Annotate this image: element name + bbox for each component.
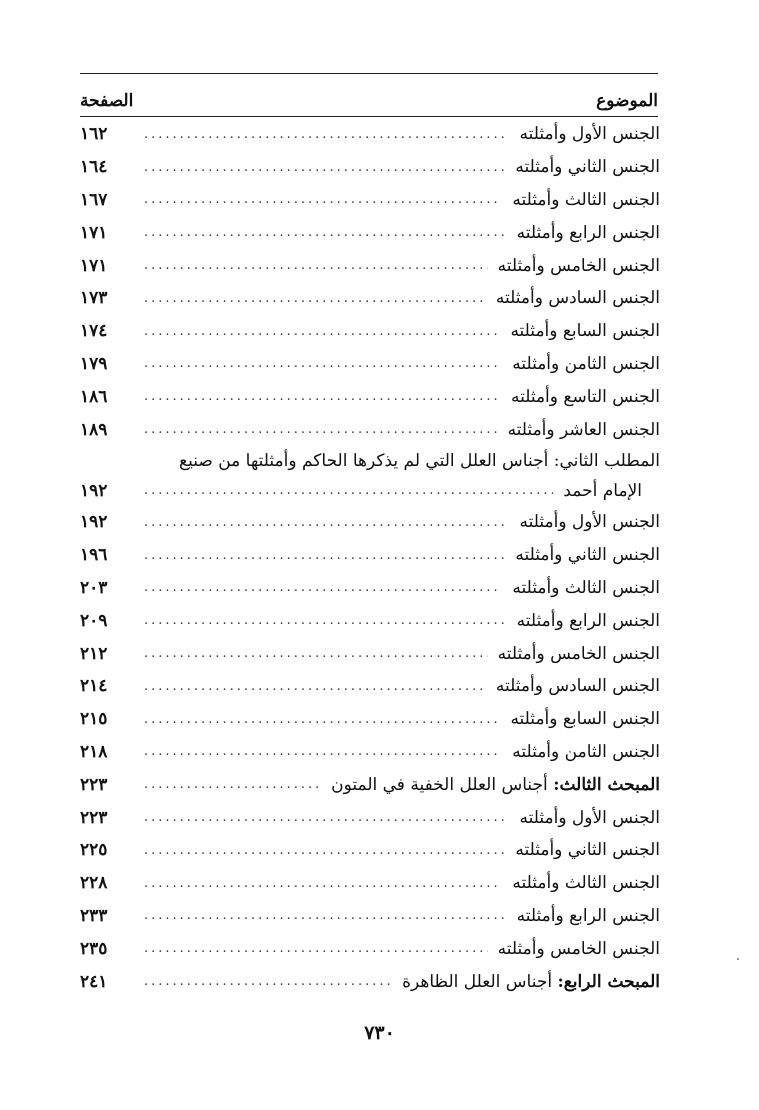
section-page: ٢٢٣ [80,774,108,795]
entry-page: ٢١٨ [80,741,108,762]
entry-title: الجنس الأول وأمثلته [519,807,660,828]
entry-page: ٢٣٥ [80,938,108,959]
dot-leader [144,225,507,240]
top-rule [80,73,658,74]
entry-page: ٢٣٣ [80,905,108,926]
entry-page: ١٧١ [80,222,108,243]
dot-leader [144,291,486,306]
section-title-part2: الإمام أحمد [563,480,642,501]
toc-entry [80,572,660,605]
toc-entry [80,604,660,637]
entry-title: الجنس العاشر وأمثلته [507,419,660,440]
dot-leader [144,777,321,792]
section-heading [80,965,660,998]
entry-page: ٢٠٩ [80,610,108,631]
entry-page: ٢٠٣ [80,577,108,598]
dot-leader [144,127,509,142]
toc-header [80,82,658,110]
dot-leader [144,160,505,175]
entry-page: ٢٢٨ [80,873,108,894]
entry-page: ١٦٤ [80,157,108,178]
dot-leader [144,613,507,628]
entry-title: الجنس الثاني وأمثلته [515,545,660,566]
dot-leader [144,192,502,207]
toc-entry [80,249,660,282]
section-title: أجناس العلل الخفية في المتون [331,774,548,795]
toc-entry [80,413,660,446]
entry-title: الجنس الرابع وأمثلته [516,222,660,243]
section-heading [80,768,660,801]
entry-page: ١٦٢ [80,124,108,145]
dot-leader [144,483,553,498]
entry-title: الجنس الثاني وأمثلته [515,840,660,861]
entry-title: الجنس السابع وأمثلته [510,321,660,342]
toc-entry [80,736,660,769]
section-title: أجناس العلل الظاهرة [402,971,553,992]
entry-page: ١٦٧ [80,189,108,210]
topic-column-label: الموضوع [596,91,658,111]
entry-title: الجنس السادس وأمثلته [495,676,660,697]
toc-entry [80,315,660,348]
toc-entry [80,932,660,965]
dot-leader [144,843,505,858]
entry-title: الجنس الثامن وأمثلته [512,741,660,762]
entry-title: الجنس الثاني وأمثلته [515,157,660,178]
entry-title: الجنس الثالث وأمثلته [512,189,660,210]
section-title-part1: المطلب الثاني: أجناس العلل التي لم يذكرها الحاكم وأمثلتها من صنيع [179,450,660,471]
header-rule [80,116,658,117]
entry-page: ٢٢٥ [80,840,108,861]
toc-entry [80,900,660,933]
entry-title: الجنس الثالث وأمثلته [512,577,660,598]
section-label: المبحث الرابع: [557,971,660,992]
dot-leader [144,422,498,437]
dot-leader [144,515,509,530]
entry-page: ١٩٢ [80,512,108,533]
entry-title: الجنس الخامس وأمثلته [497,255,660,276]
toc-entry [80,506,660,539]
entry-page: ٢١٥ [80,709,108,730]
entry-page: ١٨٩ [80,419,108,440]
entry-title: الجنس الثالث وأمثلته [512,873,660,894]
toc-entry [80,703,660,736]
dot-leader [144,876,502,891]
dot-leader [144,941,488,956]
dot-leader [144,974,392,989]
margin-mark [737,958,739,960]
dot-leader [144,679,486,694]
section-heading-line2 [80,476,660,506]
dot-leader [144,810,509,825]
dot-leader [144,389,501,404]
toc-entry [80,867,660,900]
dot-leader [144,712,500,727]
dot-leader [144,646,488,661]
toc-list [80,118,660,998]
toc-entry [80,670,660,703]
toc-entry [80,216,660,249]
toc-entry [80,151,660,184]
toc-entry [80,184,660,217]
toc-entry [80,834,660,867]
entry-title: الجنس الأول وأمثلته [519,512,660,533]
entry-title: الجنس التاسع وأمثلته [510,386,660,407]
toc-entry [80,380,660,413]
toc-entry [80,637,660,670]
toc-entry [80,282,660,315]
dot-leader [144,580,502,595]
entry-title: الجنس الرابع وأمثلته [516,610,660,631]
entry-title: الجنس الخامس وأمثلته [497,938,660,959]
entry-title: الجنس الرابع وأمثلته [516,905,660,926]
toc-entry [80,539,660,572]
section-heading-line1 [80,446,660,476]
entry-title: الجنس الثامن وأمثلته [512,353,660,374]
toc-entry [80,348,660,381]
entry-page: ١٧٣ [80,288,108,309]
entry-page: ٢٢٣ [80,807,108,828]
entry-title: الجنس الخامس وأمثلته [497,643,660,664]
dot-leader [144,744,502,759]
entry-page: ١٧١ [80,255,108,276]
dot-leader [144,324,500,339]
dot-leader [144,548,505,563]
toc-entry [80,801,660,834]
entry-page: ١٧٤ [80,321,108,342]
entry-page: ١٩٦ [80,545,108,566]
dot-leader [144,908,507,923]
page-number: ٧٣٠ [364,1022,395,1044]
entry-page: ٢١٤ [80,676,108,697]
page-column-label: الصفحة [80,91,134,111]
dot-leader [144,258,488,273]
section-page: ٢٤١ [80,971,108,992]
section-label: المبحث الثالث: [553,774,660,795]
entry-title: الجنس السادس وأمثلته [495,288,660,309]
entry-page: ١٨٦ [80,386,108,407]
toc-entry [80,118,660,151]
section-page: ١٩٢ [80,480,108,501]
entry-title: الجنس الأول وأمثلته [519,124,660,145]
entry-title: الجنس السابع وأمثلته [510,709,660,730]
entry-page: ١٧٩ [80,353,108,374]
dot-leader [144,356,502,371]
entry-page: ٢١٢ [80,643,108,664]
